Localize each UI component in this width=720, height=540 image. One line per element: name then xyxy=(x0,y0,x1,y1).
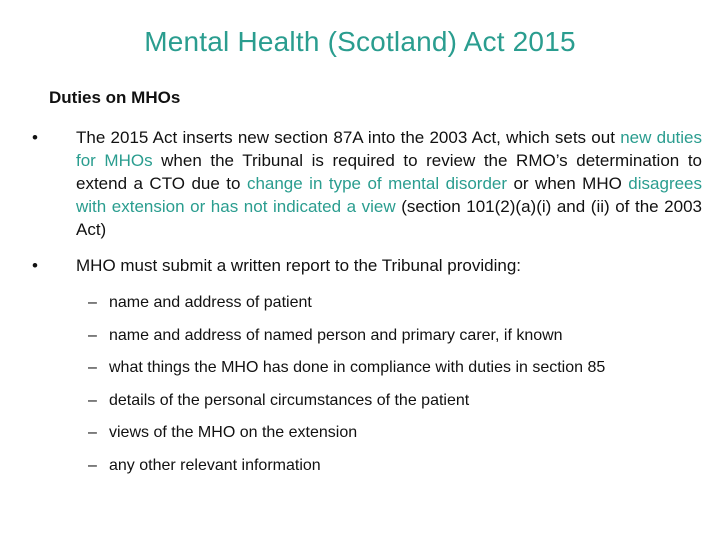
bullet-marker: • xyxy=(32,128,38,147)
highlight-text: change in type of mental disorder xyxy=(246,174,508,193)
bullet-text: MHO must submit a written report to the Tribunal providing: xyxy=(76,256,522,275)
sub-item-text: name and address of named person and primary carer, if known xyxy=(109,327,563,344)
sub-item-text: views of the MHO on the extension xyxy=(109,424,358,441)
bullet-text: The 2015 Act inserts new section 87A into the 2003 Act, which sets out new duties for MHOs when the Tribunal is required to review the RMO’s determination to extend a CTO due to change in type of mental disorder or when MHO disagrees with extension or has not indicated a view (section 101(2)(a)(i) and (ii) of the 2003 Act) xyxy=(76,128,703,239)
bullet-item xyxy=(32,254,702,277)
sub-list-item xyxy=(88,456,321,476)
highlight-text: new duties for MHOs xyxy=(76,128,702,170)
dash-marker: – xyxy=(88,424,97,441)
sub-list-item xyxy=(88,358,605,378)
dash-marker: – xyxy=(88,294,97,311)
dash-marker: – xyxy=(88,457,97,474)
sub-item-text: any other relevant information xyxy=(109,457,321,474)
section-heading: Duties on MHOs xyxy=(49,88,181,107)
dash-marker: – xyxy=(88,359,97,376)
bullet-marker: • xyxy=(32,256,38,275)
sub-list-item xyxy=(88,391,469,411)
sub-item-text: details of the personal circumstances of the patient xyxy=(109,392,470,409)
slide-title: Mental Health (Scotland) Act 2015 xyxy=(144,26,576,57)
sub-item-text: what things the MHO has done in compliance with duties in section 85 xyxy=(109,359,606,376)
dash-marker: – xyxy=(88,327,97,344)
sub-list-item xyxy=(88,293,312,313)
dash-marker: – xyxy=(88,392,97,409)
sub-list-item xyxy=(88,326,563,346)
sub-item-text: name and address of patient xyxy=(109,294,312,311)
sub-list-item xyxy=(88,423,357,443)
bullet-item xyxy=(32,126,702,241)
highlight-text: disagrees with extension or has not indicated a view xyxy=(76,174,703,216)
